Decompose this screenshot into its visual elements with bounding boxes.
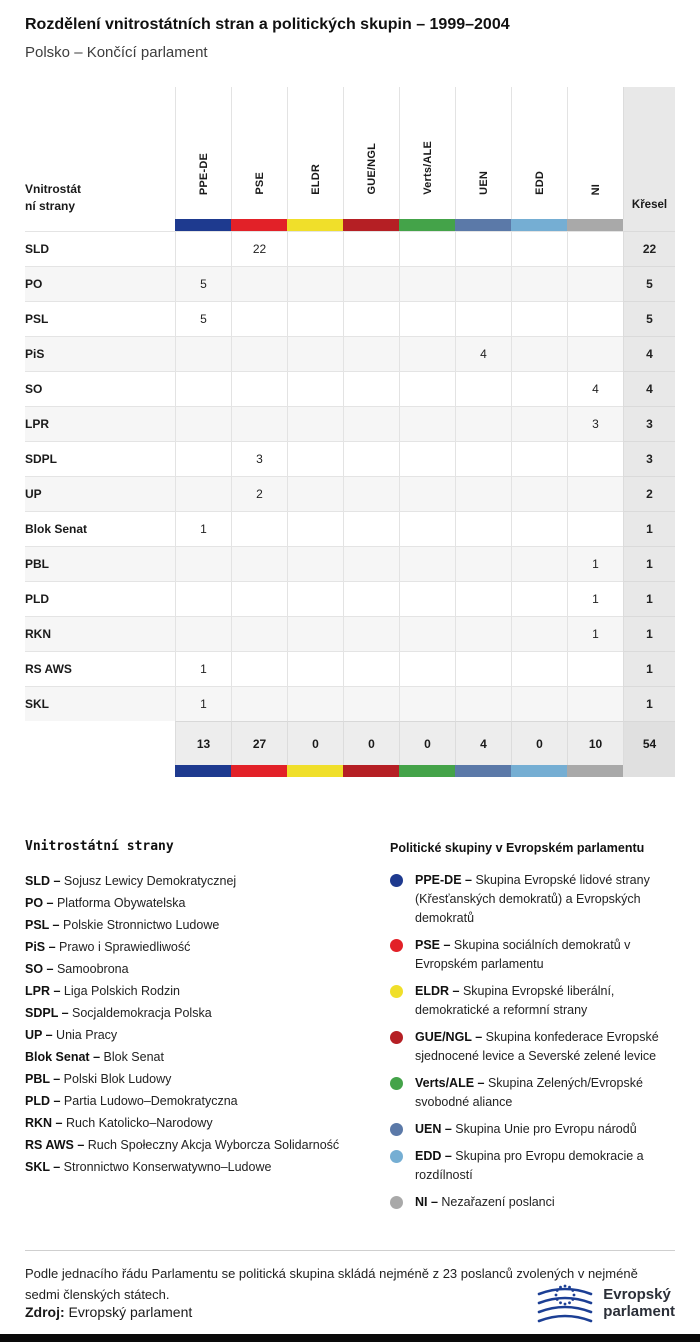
table-row [25, 301, 675, 336]
cell-UEN [455, 231, 511, 266]
cell-GUE/NGL [343, 616, 399, 651]
seats-value: 1 [623, 546, 675, 581]
total-EDD: 0 [511, 721, 567, 765]
cell-PPE-DE: 1 [175, 686, 231, 721]
party-name: SO [25, 371, 175, 406]
cell-ELDR [287, 441, 343, 476]
seats-value: 1 [623, 651, 675, 686]
cell-Verts/ALE [399, 266, 455, 301]
cell-EDD [511, 616, 567, 651]
column-header-UEN [455, 87, 511, 219]
totals-spacer [25, 721, 175, 765]
column-header-label: PSE [253, 172, 266, 195]
party-name: PSL [25, 301, 175, 336]
legend-group-item: NI – Nezařazení poslanci [390, 1193, 675, 1212]
group-bar-EDD [511, 765, 567, 777]
legend-party-item: PLD – Partia Ludowo–Demokratyczna [25, 1094, 238, 1108]
cell-UEN [455, 441, 511, 476]
table-row [25, 406, 675, 441]
legend-party-item: PO – Platforma Obywatelska [25, 896, 186, 910]
table-row [25, 336, 675, 371]
table-row [25, 581, 675, 616]
cell-GUE/NGL [343, 371, 399, 406]
bar-spacer [25, 765, 175, 777]
party-name: UP [25, 476, 175, 511]
group-bar-NI [567, 765, 623, 777]
group-bar-PSE [231, 765, 287, 777]
legend-party-item: PBL – Polski Blok Ludowy [25, 1072, 172, 1086]
bottom-bar [0, 1334, 700, 1342]
cell-PPE-DE [175, 441, 231, 476]
column-header-PPE-DE [175, 87, 231, 219]
seats-value: 1 [623, 511, 675, 546]
legend-group-item: PPE-DE – Skupina Evropské lidové strany (Křesťanských demokratů) a Evropských demokratů [390, 871, 675, 928]
cell-PPE-DE: 1 [175, 651, 231, 686]
column-header-Verts/ALE [399, 87, 455, 219]
table-row [25, 511, 675, 546]
cell-EDD [511, 686, 567, 721]
cell-ELDR [287, 301, 343, 336]
party-name: PO [25, 266, 175, 301]
seats-header-label: Křesel [631, 199, 668, 211]
cell-EDD [511, 511, 567, 546]
legend-party-item: SO – Samoobrona [25, 962, 129, 976]
cell-Verts/ALE [399, 406, 455, 441]
total-ELDR: 0 [287, 721, 343, 765]
cell-PSE: 2 [231, 476, 287, 511]
cell-PSE [231, 266, 287, 301]
cell-EDD [511, 476, 567, 511]
legend-group-item: ELDR – Skupina Evropské liberální, demokratické a reformní strany [390, 982, 675, 1020]
seats-value: 1 [623, 686, 675, 721]
party-legend-title: Vnitrostátní strany [25, 839, 174, 854]
table-row [25, 651, 675, 686]
legend-party-item: SDPL – Socjaldemokracja Polska [25, 1006, 212, 1020]
cell-NI: 4 [567, 371, 623, 406]
total-GUE/NGL: 0 [343, 721, 399, 765]
cell-PSE [231, 651, 287, 686]
legend-party-item: UP – Unia Pracy [25, 1028, 118, 1042]
legend-party-item: Blok Senat – Blok Senat [25, 1050, 164, 1064]
cell-GUE/NGL [343, 651, 399, 686]
cell-PSE [231, 616, 287, 651]
total-PPE-DE: 13 [175, 721, 231, 765]
legend-group-item: Verts/ALE – Skupina Zelených/Evropské svobodné aliance [390, 1074, 675, 1112]
ep-logo [536, 1280, 675, 1326]
column-header-label: PPE-DE [197, 152, 210, 195]
cell-NI [567, 441, 623, 476]
cell-PPE-DE [175, 371, 231, 406]
seats-value: 5 [623, 266, 675, 301]
group-color-dot [390, 939, 403, 952]
group-legend-list [390, 871, 675, 1212]
seats-value: 3 [623, 441, 675, 476]
cell-UEN [455, 266, 511, 301]
page-subtitle: Polsko – Končící parlament [25, 44, 208, 61]
group-bar-ELDR [287, 219, 343, 231]
column-header-label: NI [589, 183, 602, 195]
group-color-dot [390, 1196, 403, 1209]
distribution-table [25, 87, 675, 777]
group-color-bar-row [25, 765, 675, 777]
cell-Verts/ALE [399, 441, 455, 476]
cell-PPE-DE [175, 616, 231, 651]
seats-value: 22 [623, 231, 675, 266]
cell-EDD [511, 546, 567, 581]
cell-Verts/ALE [399, 301, 455, 336]
table-row [25, 231, 675, 266]
seats-total: 54 [623, 721, 675, 765]
group-color-dot [390, 1150, 403, 1163]
ep-logo-mark [536, 1280, 594, 1326]
footnote: Podle jednacího řádu Parlamentu se politická skupina skládá nejméně z 23 poslanců zvolených v nejméně sedmi členských státech. [25, 1250, 675, 1305]
party-name: PiS [25, 336, 175, 371]
cell-UEN [455, 371, 511, 406]
cell-GUE/NGL [343, 686, 399, 721]
ep-logo-line2: parlament [603, 1303, 675, 1320]
cell-NI [567, 651, 623, 686]
table-row [25, 441, 675, 476]
cell-PSE [231, 546, 287, 581]
bar-spacer [25, 219, 175, 231]
table-row [25, 266, 675, 301]
cell-PPE-DE [175, 336, 231, 371]
party-name: PBL [25, 546, 175, 581]
cell-PSE: 3 [231, 441, 287, 476]
table-row [25, 616, 675, 651]
legends [25, 839, 675, 1220]
table-row [25, 686, 675, 721]
cell-ELDR [287, 406, 343, 441]
cell-UEN [455, 581, 511, 616]
legend-group-item: PSE – Skupina sociálních demokratů v Evropském parlamentu [390, 936, 675, 974]
party-name: LPR [25, 406, 175, 441]
cell-UEN [455, 686, 511, 721]
ep-logo-line1: Evropský [603, 1286, 671, 1303]
cell-Verts/ALE [399, 336, 455, 371]
cell-Verts/ALE [399, 371, 455, 406]
total-PSE: 27 [231, 721, 287, 765]
total-Verts/ALE: 0 [399, 721, 455, 765]
group-bar-GUE/NGL [343, 765, 399, 777]
cell-UEN [455, 406, 511, 441]
cell-PPE-DE [175, 546, 231, 581]
group-bar-EDD [511, 219, 567, 231]
cell-PPE-DE: 1 [175, 511, 231, 546]
column-header-label: ELDR [309, 164, 322, 195]
cell-EDD [511, 266, 567, 301]
group-bar-NI [567, 219, 623, 231]
group-bar-Verts/ALE [399, 765, 455, 777]
seats-value: 4 [623, 371, 675, 406]
cell-PPE-DE [175, 231, 231, 266]
column-header-EDD [511, 87, 567, 219]
cell-EDD [511, 581, 567, 616]
cell-UEN [455, 511, 511, 546]
cell-ELDR [287, 511, 343, 546]
cell-ELDR [287, 616, 343, 651]
party-legend-list [25, 870, 370, 1178]
seats-value: 4 [623, 336, 675, 371]
cell-EDD [511, 441, 567, 476]
cell-Verts/ALE [399, 546, 455, 581]
cell-UEN [455, 476, 511, 511]
legend-group-item: GUE/NGL – Skupina konfederace Evropské sjednocené levice a Severské zelené levice [390, 1028, 675, 1066]
cell-GUE/NGL [343, 231, 399, 266]
footer [25, 1280, 675, 1326]
group-bar-PPE-DE [175, 219, 231, 231]
group-legend [390, 839, 675, 1220]
cell-NI: 1 [567, 581, 623, 616]
cell-ELDR [287, 371, 343, 406]
party-name: Blok Senat [25, 511, 175, 546]
party-legend [25, 839, 370, 1220]
table-row [25, 476, 675, 511]
table-row [25, 371, 675, 406]
cell-GUE/NGL [343, 406, 399, 441]
cell-UEN [455, 546, 511, 581]
cell-GUE/NGL [343, 476, 399, 511]
cell-GUE/NGL [343, 336, 399, 371]
page-title: Rozdělení vnitrostátních stran a politických skupin – 1999–2004 [25, 16, 510, 33]
cell-GUE/NGL [343, 511, 399, 546]
cell-PSE [231, 581, 287, 616]
row-axis-label: Vnitrostátní strany [25, 182, 82, 213]
group-color-dot [390, 1031, 403, 1044]
source-line [25, 1304, 192, 1326]
seats-column-fill [623, 765, 675, 777]
cell-NI [567, 686, 623, 721]
cell-PSE: 22 [231, 231, 287, 266]
column-header-ELDR [287, 87, 343, 219]
seats-column-fill [623, 219, 675, 231]
legend-party-item: LPR – Liga Polskich Rodzin [25, 984, 180, 998]
seats-value: 1 [623, 616, 675, 651]
cell-Verts/ALE [399, 511, 455, 546]
ep-logo-text [603, 1286, 675, 1320]
cell-EDD [511, 651, 567, 686]
cell-NI [567, 231, 623, 266]
column-header-label: GUE/NGL [365, 143, 378, 195]
cell-GUE/NGL [343, 581, 399, 616]
cell-EDD [511, 231, 567, 266]
cell-GUE/NGL [343, 301, 399, 336]
cell-NI [567, 301, 623, 336]
total-NI: 10 [567, 721, 623, 765]
group-color-bar-row [25, 219, 675, 231]
cell-NI: 1 [567, 546, 623, 581]
cell-GUE/NGL [343, 266, 399, 301]
cell-PPE-DE: 5 [175, 301, 231, 336]
cell-ELDR [287, 231, 343, 266]
cell-PSE [231, 301, 287, 336]
cell-PPE-DE: 5 [175, 266, 231, 301]
party-name: SLD [25, 231, 175, 266]
total-UEN: 4 [455, 721, 511, 765]
seats-value: 3 [623, 406, 675, 441]
cell-NI: 1 [567, 616, 623, 651]
legend-party-item: RS AWS – Ruch Społeczny Akcja Wyborcza Solidarność [25, 1138, 340, 1152]
cell-NI: 3 [567, 406, 623, 441]
column-header-NI [567, 87, 623, 219]
cell-PSE [231, 406, 287, 441]
cell-ELDR [287, 581, 343, 616]
cell-ELDR [287, 651, 343, 686]
cell-EDD [511, 406, 567, 441]
cell-ELDR [287, 336, 343, 371]
cell-UEN [455, 651, 511, 686]
totals-row [25, 721, 675, 765]
cell-ELDR [287, 266, 343, 301]
party-name: RS AWS [25, 651, 175, 686]
seats-value: 5 [623, 301, 675, 336]
column-header-GUE/NGL [343, 87, 399, 219]
cell-PSE [231, 371, 287, 406]
group-bar-UEN [455, 219, 511, 231]
legend-party-item: SLD – Sojusz Lewicy Demokratycznej [25, 874, 237, 888]
group-bar-PSE [231, 219, 287, 231]
group-legend-title: Politické skupiny v Evropském parlamentu [390, 841, 645, 855]
cell-ELDR [287, 686, 343, 721]
group-bar-Verts/ALE [399, 219, 455, 231]
cell-NI [567, 336, 623, 371]
group-color-dot [390, 874, 403, 887]
source-label: Zdroj: [25, 1304, 65, 1320]
group-color-dot [390, 985, 403, 998]
legend-party-item: RKN – Ruch Katolicko–Narodowy [25, 1116, 213, 1130]
column-header-label: UEN [477, 171, 490, 195]
cell-ELDR [287, 546, 343, 581]
group-bar-ELDR [287, 765, 343, 777]
cell-EDD [511, 371, 567, 406]
cell-PPE-DE [175, 406, 231, 441]
cell-Verts/ALE [399, 581, 455, 616]
cell-PSE [231, 511, 287, 546]
cell-GUE/NGL [343, 546, 399, 581]
cell-Verts/ALE [399, 616, 455, 651]
cell-PPE-DE [175, 476, 231, 511]
seats-value: 1 [623, 581, 675, 616]
seats-value: 2 [623, 476, 675, 511]
group-color-dot [390, 1123, 403, 1136]
cell-NI [567, 476, 623, 511]
column-header-label: Verts/ALE [421, 141, 434, 195]
legend-party-item: PiS – Prawo i Sprawiedliwość [25, 940, 191, 954]
cell-ELDR [287, 476, 343, 511]
row-axis-title [25, 87, 175, 219]
cell-EDD [511, 336, 567, 371]
seats-header [623, 87, 675, 219]
cell-EDD [511, 301, 567, 336]
column-header-PSE [231, 87, 287, 219]
cell-UEN [455, 301, 511, 336]
column-header-label: EDD [533, 171, 546, 195]
group-color-dot [390, 1077, 403, 1090]
cell-Verts/ALE [399, 651, 455, 686]
party-name: PLD [25, 581, 175, 616]
cell-UEN [455, 616, 511, 651]
table-row [25, 546, 675, 581]
group-bar-GUE/NGL [343, 219, 399, 231]
source-value: Evropský parlament [68, 1304, 193, 1320]
cell-Verts/ALE [399, 231, 455, 266]
cell-NI [567, 511, 623, 546]
cell-NI [567, 266, 623, 301]
cell-Verts/ALE [399, 686, 455, 721]
cell-Verts/ALE [399, 476, 455, 511]
legend-party-item: PSL – Polskie Stronnictwo Ludowe [25, 918, 220, 932]
party-name: RKN [25, 616, 175, 651]
table-header-row [25, 87, 675, 219]
legend-party-item: SKL – Stronnictwo Konserwatywno–Ludowe [25, 1160, 272, 1174]
party-name: SDPL [25, 441, 175, 476]
cell-UEN: 4 [455, 336, 511, 371]
legend-group-item: UEN – Skupina Unie pro Evropu národů [390, 1120, 675, 1139]
cell-PPE-DE [175, 581, 231, 616]
party-name: SKL [25, 686, 175, 721]
cell-GUE/NGL [343, 441, 399, 476]
legend-group-item: EDD – Skupina pro Evropu demokracie a rozdílností [390, 1147, 675, 1185]
cell-PSE [231, 336, 287, 371]
group-bar-UEN [455, 765, 511, 777]
group-bar-PPE-DE [175, 765, 231, 777]
cell-PSE [231, 686, 287, 721]
